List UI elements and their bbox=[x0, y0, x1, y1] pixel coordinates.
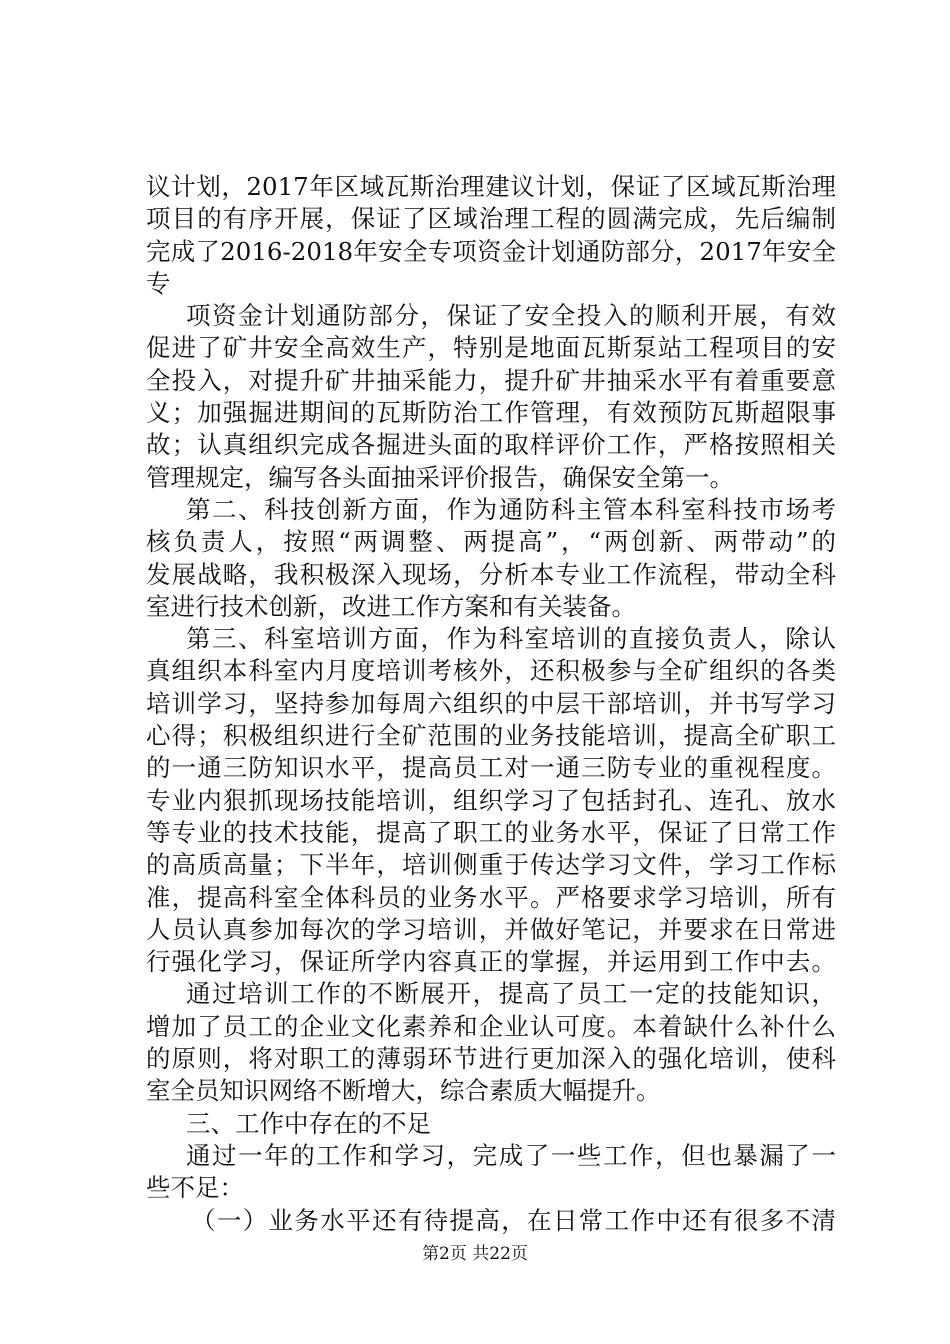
text-line: 项资金计划通防部分，保证了安全投入的顺利开展，有效 bbox=[186, 301, 836, 331]
section-heading: 三、工作中存在的不足 bbox=[186, 1108, 431, 1138]
text-line: 室进行技术创新，改进工作方案和有关装备。 bbox=[146, 591, 636, 621]
text-line: （一）业务水平还有待提高，在日常工作中还有很多不清 bbox=[191, 1205, 836, 1235]
text-line: 义；加强掘进期间的瓦斯防治工作管理，有效预防瓦斯超限事 bbox=[146, 398, 836, 428]
text-line: 促进了矿井安全高效生产，特别是地面瓦斯泵站工程项目的安 bbox=[146, 333, 836, 363]
text-line: 故；认真组织完成各掘进头面的取样评价工作，严格按照相关 bbox=[146, 430, 836, 460]
text-line: 发展战略，我积极深入现场，分析本专业工作流程，带动全科 bbox=[146, 559, 836, 589]
text-line: 通过一年的工作和学习，完成了一些工作，但也暴漏了一 bbox=[186, 1140, 836, 1170]
text-line: 议计划，2017年区域瓦斯治理建议计划，保证了区域瓦斯治理 bbox=[146, 172, 836, 201]
text-line: 通过培训工作的不断展开，提高了员工一定的技能知识， bbox=[186, 979, 836, 1009]
page-number: 第2页 共22页 bbox=[422, 1244, 528, 1264]
text-line: 的高质高量；下半年，培训侧重于传达学习文件，学习工作标 bbox=[146, 850, 836, 880]
text-line: 的原则，将对职工的薄弱环节进行更加深入的强化培训，使科 bbox=[146, 1044, 836, 1074]
text-line: 等专业的技术技能，提高了职工的业务水平，保证了日常工作 bbox=[146, 817, 836, 847]
text-line: 管理规定，编写各头面抽采评价报告，确保安全第一。 bbox=[146, 462, 734, 492]
text-line: 些不足： bbox=[146, 1173, 244, 1203]
text-line: 的一通三防知识水平，提高员工对一通三防专业的重视程度。 bbox=[146, 753, 836, 783]
text-line: 真组织本科室内月度培训考核外，还积极参与全矿组织的各类 bbox=[146, 656, 836, 686]
text-line: 室全员知识网络不断增大，综合素质大幅提升。 bbox=[146, 1076, 661, 1106]
text-line: 人员认真参加每次的学习培训，并做好笔记，并要求在日常进 bbox=[146, 914, 836, 944]
text-line: 培训学习，坚持参加每周六组织的中层干部培训，并书写学习 bbox=[146, 688, 836, 718]
text-line: 全投入，对提升矿井抽采能力，提升矿井抽采水平有着重要意 bbox=[146, 365, 836, 395]
text-line: 第二、科技创新方面，作为通防科主管本科室科技市场考 bbox=[186, 494, 836, 524]
text-line: 第三、科室培训方面，作为科室培训的直接负责人，除认 bbox=[186, 624, 836, 654]
text-line: 心得；积极组织进行全矿范围的业务技能培训，提高全矿职工 bbox=[146, 721, 836, 751]
text-line: 完成了2016-2018年安全专项资金计划通防部分，2017年安全 bbox=[146, 236, 836, 266]
text-line: 准，提高科室全体科员的业务水平。严格要求学习培训，所有 bbox=[146, 882, 836, 912]
text-line: 核负责人，按照“两调整、两提高”，“两创新、两带动”的 bbox=[146, 527, 836, 557]
text-line: 专业内狠抓现场技能培训，组织学习了包括封孔、连孔、放水 bbox=[146, 785, 836, 815]
text-line: 行强化学习，保证所学内容真正的掌握，并运用到工作中去。 bbox=[146, 947, 836, 977]
body-text bbox=[146, 171, 836, 1237]
text-line: 专 bbox=[146, 268, 171, 298]
text-line: 增加了员工的企业文化素养和企业认可度。本着缺什么补什么 bbox=[146, 1011, 836, 1041]
text-line: 项目的有序开展，保证了区域治理工程的圆满完成，先后编制 bbox=[146, 204, 836, 234]
